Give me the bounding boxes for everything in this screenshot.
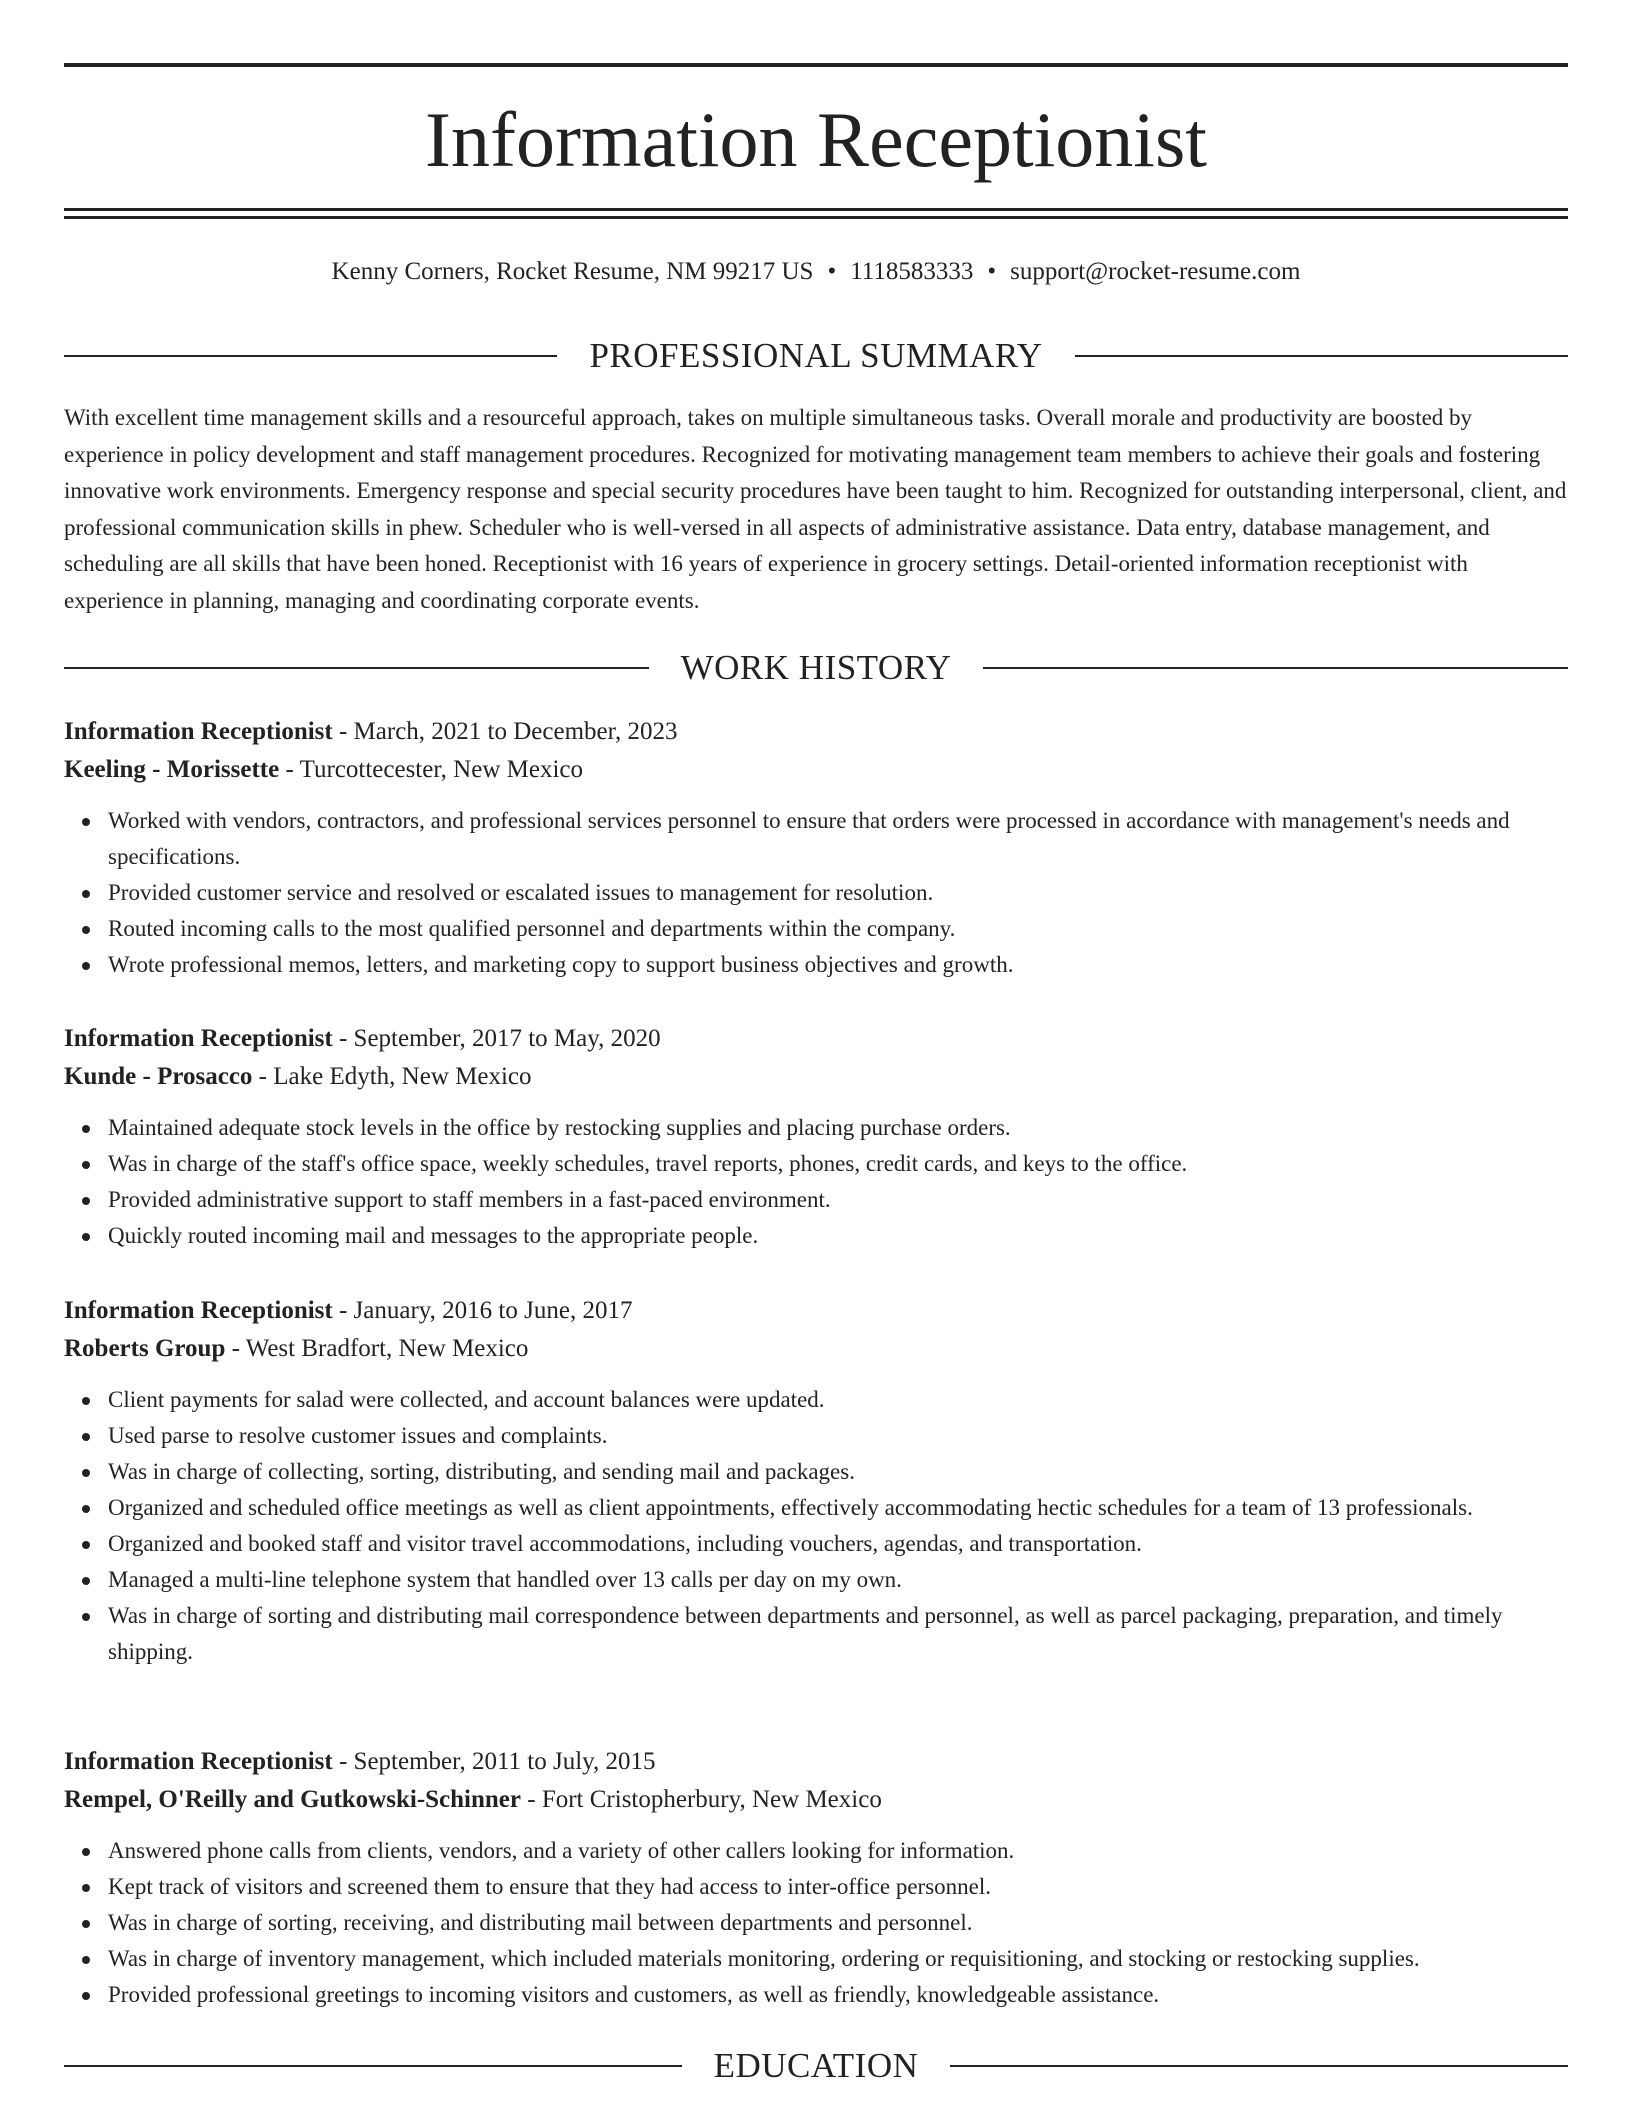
job-title-line <box>64 1020 1568 1058</box>
job-location: - Turcottecester, New Mexico <box>279 756 583 783</box>
job-bullet: Wrote professional memos, letters, and marketing copy to support business objectives and growth. <box>108 947 1568 983</box>
job-title-line <box>64 713 1568 751</box>
heading-rule-left <box>64 667 649 669</box>
heading-rule-right <box>1075 355 1568 357</box>
job-title-line <box>64 1743 1568 1781</box>
heading-rule-left <box>64 2065 682 2067</box>
job-bullets <box>64 1833 1568 2013</box>
heading-rule-right <box>983 667 1568 669</box>
section-heading-education <box>64 2044 1568 2088</box>
job-location: - West Bradfort, New Mexico <box>225 1335 529 1362</box>
job-company: Kunde - Prosacco <box>64 1063 253 1090</box>
job-title: Information Receptionist <box>64 1025 333 1052</box>
job-bullets <box>64 803 1568 983</box>
section-title: WORK HISTORY <box>680 648 952 687</box>
job-title: Information Receptionist <box>64 1748 333 1775</box>
job-bullet: Used parse to resolve customer issues and complaints. <box>108 1418 1568 1454</box>
contact-separator: • <box>987 258 997 285</box>
job-company-line <box>64 1330 1568 1368</box>
job-bullet: Client payments for salad were collected, and account balances were updated. <box>108 1382 1568 1418</box>
job-title: Information Receptionist <box>64 1297 333 1324</box>
job-bullet: Was in charge of sorting, receiving, and distributing mail between departments and personnel. <box>108 1905 1568 1941</box>
job-bullet: Provided professional greetings to incoming visitors and customers, as well as friendly, knowledgeable assistance. <box>108 1977 1568 2013</box>
job-entry <box>64 1020 1568 1254</box>
job-company-line <box>64 751 1568 789</box>
job-bullet: Routed incoming calls to the most qualified personnel and departments within the company. <box>108 911 1568 947</box>
job-dates: - September, 2017 to May, 2020 <box>332 1025 661 1052</box>
job-location: - Lake Edyth, New Mexico <box>252 1063 532 1090</box>
summary-text: With excellent time management skills and a resourceful approach, takes on multiple simultaneous tasks. Overall morale and productivity are boosted by experience in policy development and staff management procedures. Recognized for motivating management team members to achieve their goals and fostering innovative work environments. Emergency response and special security procedures have been taught to him. Recognized for outstanding interpersonal, client, and professional communication skills in phew. Scheduler who is well-versed in all aspects of administrative assistance. Data entry, database management, and scheduling are all skills that have been honed. Receptionist with 16 years of experience in grocery settings. Detail-oriented information receptionist with experience in planning, managing and coordinating corporate events. <box>64 405 1567 613</box>
heading-rule-left <box>64 355 557 357</box>
resume-name: Information Receptionist <box>425 96 1207 183</box>
job-bullet: Answered phone calls from clients, vendors, and a variety of other callers looking for information. <box>108 1833 1568 1869</box>
job-dates: - September, 2011 to July, 2015 <box>332 1748 656 1775</box>
section-heading-summary <box>64 334 1568 378</box>
contact-line <box>64 254 1568 290</box>
contact-separator: • <box>827 258 837 285</box>
job-dates: - January, 2016 to June, 2017 <box>332 1297 633 1324</box>
job-bullet: Was in charge of the staff's office space, weekly schedules, travel reports, phones, credit cards, and keys to the office. <box>108 1146 1568 1182</box>
job-company: Roberts Group <box>64 1335 226 1362</box>
job-bullet: Managed a multi-line telephone system that handled over 13 calls per day on my own. <box>108 1562 1568 1598</box>
header-top-rule <box>64 63 1568 67</box>
header-double-rule-upper <box>64 208 1568 211</box>
job-bullet: Provided customer service and resolved or escalated issues to management for resolution. <box>108 875 1568 911</box>
contact-email: support@rocket-resume.com <box>1010 258 1301 285</box>
section-title: EDUCATION <box>713 2046 919 2085</box>
job-entry <box>64 713 1568 983</box>
job-bullet: Maintained adequate stock levels in the office by restocking supplies and placing purchase orders. <box>108 1110 1568 1146</box>
job-company-line <box>64 1058 1568 1096</box>
job-bullet: Organized and scheduled office meetings as well as client appointments, effectively accommodating hectic schedules for a team of 13 professionals. <box>108 1490 1568 1526</box>
job-bullet: Quickly routed incoming mail and messages to the appropriate people. <box>108 1218 1568 1254</box>
job-location: - Fort Cristopherbury, New Mexico <box>521 1786 882 1813</box>
job-company: Keeling - Morissette <box>64 756 280 783</box>
contact-phone: 1118583333 <box>850 258 974 285</box>
contact-address: Kenny Corners, Rocket Resume, NM 99217 US <box>331 258 814 285</box>
job-entry <box>64 1743 1568 2013</box>
job-title: Information Receptionist <box>64 718 333 745</box>
job-bullet: Was in charge of inventory management, which included materials monitoring, ordering or requisitioning, and stocking or restocking supplies. <box>108 1941 1568 1977</box>
heading-rule-right <box>950 2065 1568 2067</box>
job-bullet: Was in charge of collecting, sorting, distributing, and sending mail and packages. <box>108 1454 1568 1490</box>
job-bullet: Provided administrative support to staff members in a fast-paced environment. <box>108 1182 1568 1218</box>
job-company: Rempel, O'Reilly and Gutkowski-Schinner <box>64 1786 521 1813</box>
job-bullet: Kept track of visitors and screened them to ensure that they had access to inter-office personnel. <box>108 1869 1568 1905</box>
job-title-line <box>64 1292 1568 1330</box>
job-company-line <box>64 1781 1568 1819</box>
job-dates: - March, 2021 to December, 2023 <box>332 718 678 745</box>
section-heading-work <box>64 646 1568 690</box>
job-entry <box>64 1292 1568 1670</box>
job-bullets <box>64 1382 1568 1670</box>
job-bullet: Was in charge of sorting and distributing mail correspondence between departments and personnel, as well as parcel packaging, preparation, and timely shipping. <box>108 1598 1568 1670</box>
job-bullet: Organized and booked staff and visitor travel accommodations, including vouchers, agendas, and transportation. <box>108 1526 1568 1562</box>
job-bullet: Worked with vendors, contractors, and professional services personnel to ensure that orders were processed in accordance with management's needs and specifications. <box>108 803 1568 875</box>
section-title: PROFESSIONAL SUMMARY <box>589 336 1043 375</box>
header-double-rule-lower <box>64 216 1568 219</box>
job-bullets <box>64 1110 1568 1254</box>
